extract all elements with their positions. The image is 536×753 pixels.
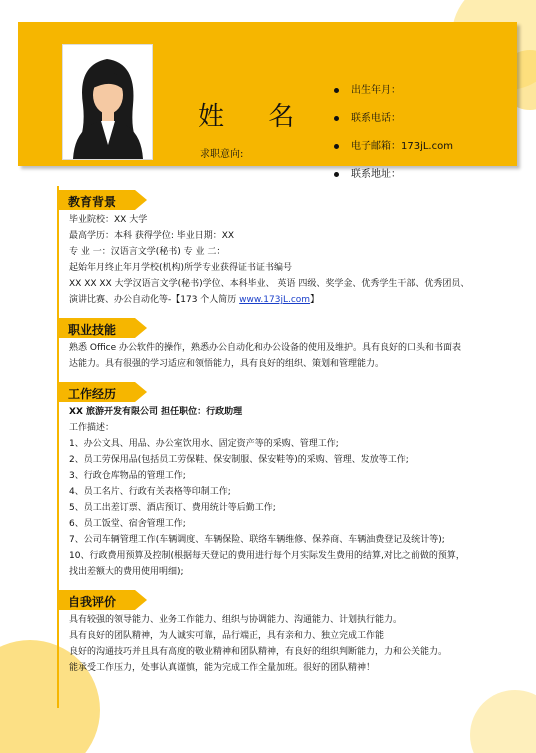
section-header-skills: 职业技能 bbox=[57, 318, 147, 338]
avatar bbox=[62, 44, 153, 160]
self-line: 具有良好的团队精神，为人诚实可靠，品行端正，具有亲和力、独立完成工作能 bbox=[69, 631, 385, 641]
work-line: 10、行政费用预算及控制(根据每天登记的费用进行每个月实际发生费用的结算,对比之前做的预算， bbox=[69, 551, 465, 561]
header-banner bbox=[18, 22, 517, 180]
work-line: 5、员工出差订票、酒店预订、费用统计等后勤工作; bbox=[69, 503, 276, 513]
info-item-address: 联系地址： bbox=[334, 169, 453, 197]
section-header-self: 自我评价 bbox=[57, 590, 147, 610]
work-line: 找出差额大的费用使用明细); bbox=[69, 567, 184, 577]
bullet-icon bbox=[334, 88, 339, 93]
section-header-education: 教育背景 bbox=[57, 190, 147, 210]
skill-line: 达能力。具有很强的学习适应和领悟能力，具有良好的组织、策划和管理能力。 bbox=[69, 359, 385, 369]
work-line: 1、办公文具、用品、办公室饮用水、固定资产等的采购、管理工作; bbox=[69, 439, 339, 449]
edu-line: 专 业 一：汉语言文学(秘书) 专 业 二： bbox=[69, 247, 226, 257]
bullet-icon bbox=[334, 144, 339, 149]
self-line: 良好的沟通技巧并且具有高度的敬业精神和团队精神，有良好的组织判断能力，力和公关能力。 bbox=[69, 647, 448, 657]
decor-circle-bottom-right bbox=[470, 690, 536, 753]
work-company-line: XX 旅游开发有限公司 担任职位：行政助理 bbox=[69, 407, 243, 417]
bullet-icon bbox=[334, 172, 339, 177]
edu-line: 起始年月终止年月学校(机构)所学专业获得证书证书编号 bbox=[69, 263, 293, 273]
section-header-work: 工作经历 bbox=[57, 382, 147, 402]
edu-line: XX XX XX 大学汉语言文学(秘书)学位、本科毕业、 英语 四级、奖学金、优秀学生干部、优秀团员、 bbox=[69, 279, 470, 289]
name-title: 姓 名 bbox=[198, 102, 313, 132]
job-intent-label: 求职意向: bbox=[200, 149, 244, 160]
edu-line: 毕业院校：XX 大学 bbox=[69, 215, 148, 225]
edu-line: 最高学历：本科 获得学位: 毕业日期：XX bbox=[69, 231, 235, 241]
edu-line-last: 演讲比赛、办公自动化等-【173 个人简历 www.173jL.com】 bbox=[69, 295, 320, 305]
bullet-icon bbox=[334, 116, 339, 121]
website-link[interactable]: www.173jL.com bbox=[239, 295, 311, 305]
work-line: 6、员工饭堂、宿舍管理工作; bbox=[69, 519, 186, 529]
info-item-email: 电子邮箱：173jL.com bbox=[334, 141, 453, 169]
info-item-birth: 出生年月： bbox=[334, 85, 453, 113]
self-line: 能承受工作压力，处事认真谨慎，能为完成工作全量加班。很好的团队精神！ bbox=[69, 663, 376, 673]
work-line: 2、员工劳保用品(包括员工劳保鞋、保安制服、保安鞋等)的采购、管理、发放等工作; bbox=[69, 455, 409, 465]
timeline-line bbox=[57, 186, 59, 708]
work-line: 3、行政仓库物品的管理工作; bbox=[69, 471, 186, 481]
self-line: 具有较强的领导能力、业务工作能力、组织与协调能力、沟通能力、计划执行能力。 bbox=[69, 615, 403, 625]
work-line: 工作描述： bbox=[69, 423, 115, 433]
person-silhouette-icon bbox=[63, 45, 152, 159]
contact-info-list bbox=[334, 85, 453, 197]
work-line: 7、公司车辆管理工作(车辆调度、车辆保险、联络车辆维修、保养商、车辆油费登记及统计等); bbox=[69, 535, 445, 545]
work-line: 4、员工名片、行政有关表格等印制工作; bbox=[69, 487, 231, 497]
skill-line: 熟悉 Office 办公软件的操作，熟悉办公自动化和办公设备的使用及维护。具有良好的口头和书面表 bbox=[69, 343, 461, 353]
info-item-phone: 联系电话： bbox=[334, 113, 453, 141]
